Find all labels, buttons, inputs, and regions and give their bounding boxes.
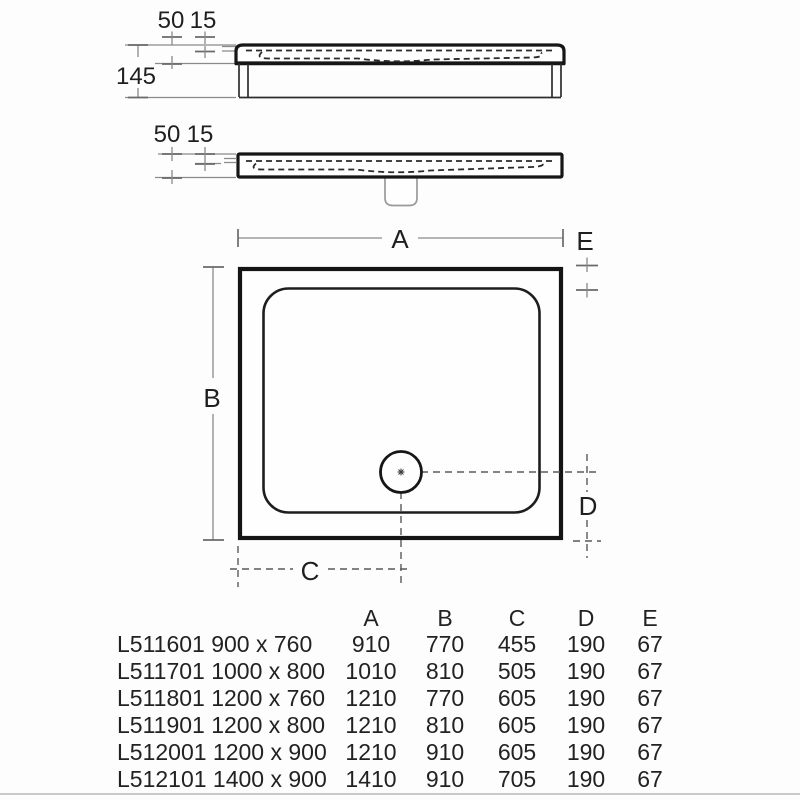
value-D: 190: [566, 658, 606, 684]
value-A: 1210: [345, 712, 397, 738]
value-B: 810: [425, 658, 465, 684]
column-header-E: E: [642, 605, 658, 631]
value-E: 67: [637, 739, 663, 765]
product-code: L511901 1200 x 800: [117, 712, 326, 738]
value-E: 67: [637, 766, 663, 792]
label-15-upstand: 15: [189, 7, 217, 34]
label-15-lowprofile: 15: [186, 121, 214, 148]
waste-outlet-box: [385, 178, 417, 206]
side-view-low-profile: [155, 147, 562, 206]
value-D: 190: [566, 631, 606, 657]
value-B: 770: [425, 631, 465, 657]
plinth-body: [239, 64, 561, 98]
product-code: L511601 900 x 760: [117, 631, 313, 657]
column-header-C: C: [508, 605, 526, 631]
table-row: [0, 685, 800, 711]
label-C: C: [300, 556, 320, 586]
table-row: [0, 766, 800, 792]
label-D: D: [578, 491, 598, 521]
value-B: 910: [425, 739, 465, 765]
product-code: L512001 1200 x 900: [117, 739, 327, 765]
value-A: 910: [351, 631, 391, 657]
value-B: 810: [425, 712, 465, 738]
value-B: 770: [425, 685, 465, 711]
table-row: [0, 631, 800, 657]
value-C: 605: [497, 739, 537, 765]
value-A: 1210: [345, 685, 397, 711]
value-A: 1210: [345, 739, 397, 765]
label-B: B: [203, 383, 221, 413]
label-50-upstand: 50: [157, 7, 185, 34]
leader-dashes: [224, 159, 236, 163]
value-C: 605: [497, 685, 537, 711]
value-A: 1410: [345, 766, 397, 792]
value-D: 190: [566, 685, 606, 711]
leader-dashes: [222, 47, 236, 52]
value-A: 1010: [345, 658, 397, 684]
column-header-A: A: [363, 605, 379, 631]
drain-center-mark: [398, 469, 405, 476]
value-C: 505: [497, 658, 537, 684]
product-code: L512101 1400 x 900: [117, 766, 327, 792]
value-D: 190: [566, 766, 606, 792]
value-D: 190: [566, 712, 606, 738]
product-code: L511801 1200 x 760: [117, 685, 326, 711]
column-header-B: B: [437, 605, 453, 631]
value-C: 455: [497, 631, 537, 657]
plan-view: [203, 229, 601, 587]
tray-rim-section: [236, 45, 564, 63]
label-145: 145: [115, 63, 157, 90]
label-50-lowprofile: 50: [153, 121, 181, 148]
label-E: E: [576, 226, 594, 256]
table-row: [0, 712, 800, 738]
value-C: 705: [497, 766, 537, 792]
extension-lines: [155, 154, 236, 178]
value-E: 67: [637, 631, 663, 657]
product-code: L511701 1000 x 800: [117, 658, 326, 684]
tray-section: [238, 154, 562, 177]
table-row: [0, 739, 800, 765]
column-header-D: D: [577, 605, 595, 631]
value-E: 67: [637, 712, 663, 738]
table-row: [0, 658, 800, 684]
value-E: 67: [637, 685, 663, 711]
value-D: 190: [566, 739, 606, 765]
value-E: 67: [637, 658, 663, 684]
value-B: 910: [425, 766, 465, 792]
label-A: A: [391, 224, 409, 254]
table-header-row: [0, 605, 800, 631]
value-C: 605: [497, 712, 537, 738]
side-view-upstand: [125, 32, 565, 98]
